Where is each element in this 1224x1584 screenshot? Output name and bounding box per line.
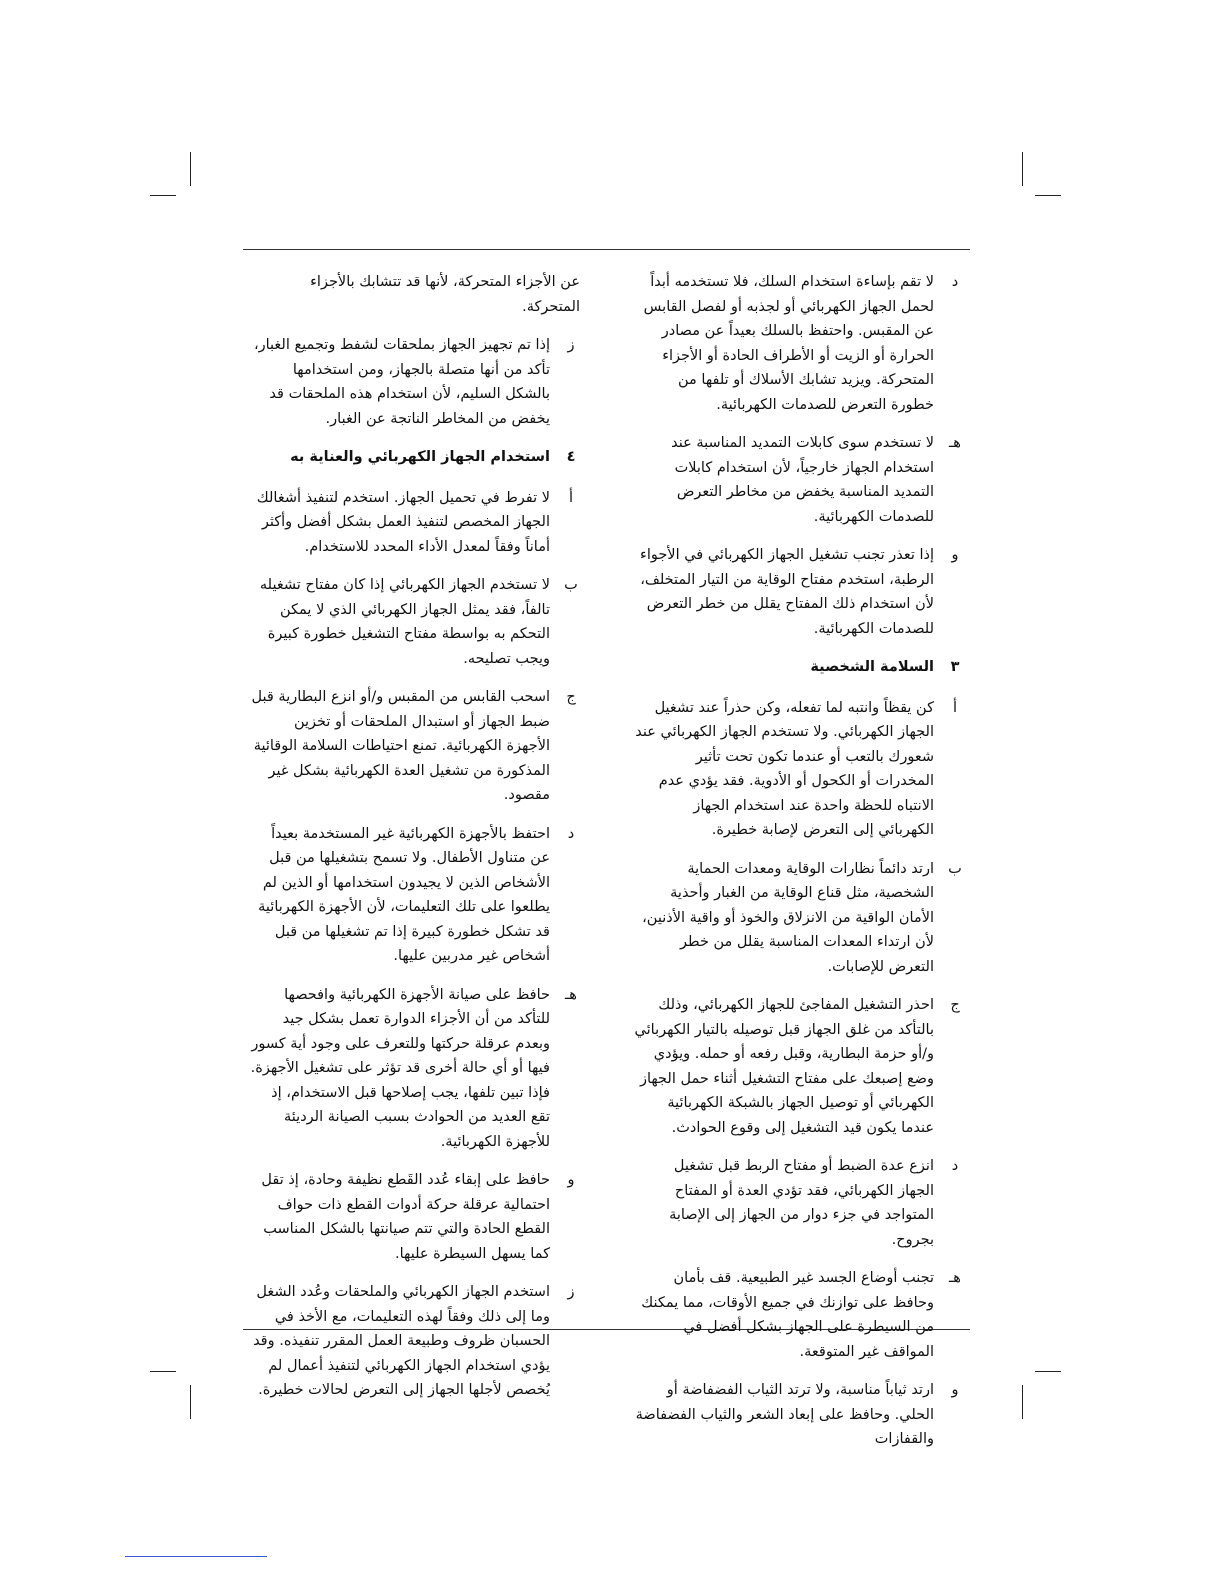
footer-blue-line [125, 1556, 267, 1557]
item-label: و [951, 547, 959, 563]
crop-mark-top-right-horizontal [1035, 195, 1061, 196]
item-text: انزع عدة الضبط أو مفتاح الربط قبل تشغيل الجهاز الكهربائي، فقد تؤدي العدة أو المفتاح المتواجد في جزء دوار من الجهاز إلى الإصابة بجروح. [669, 1158, 934, 1248]
item-label: د [567, 825, 575, 842]
list-item [634, 1378, 964, 1452]
right-column [634, 270, 964, 1466]
list-item [634, 696, 964, 843]
list-item [250, 486, 580, 560]
item-text: احتفظ بالأجهزة الكهربائية غير المستخدمة بعيداً عن متناول الأطفال. ولا تسمح بتشغيلها من قبل الأشخاص الذين لا يجيدون استخدامها أو الذين لم يطلعوا على تلك التعليمات، لأن الأجهزة الكهربائية قد تشكل خطورة كبيرة إذا تم تشغيلها من قبل أشخاص غير مدربين عليها. [258, 825, 550, 964]
item-label: و [951, 1382, 959, 1398]
list-item [634, 431, 964, 529]
list-item [634, 1154, 964, 1252]
item-text: ارتد ثياباً مناسبة، ولا ترتد الثياب الفضفاضة أو الحلي. وحافظ على إبعاد الشعر والثياب الفضفاضة والقفازات [635, 1382, 934, 1447]
item-text: لا تقم بإساءة استخدام السلك، فلا تستخدمه أبداً لحمل الجهاز الكهربائي أو لجذبه أو لفصل القابس عن المقبس. واحتفظ بالسلك بعيداً عن مصادر الحرارة أو الزيت أو الأطراف الحادة أو الأجزاء المتحركة. ويزيد تشابك الأسلاك أو تلفها من خطورة التعرض للصدمات الكهربائية. [643, 274, 934, 413]
item-label: ب [564, 577, 578, 593]
list-item [634, 1266, 964, 1364]
item-label: ز [567, 1284, 575, 1300]
list-item [634, 857, 964, 980]
list-item [250, 822, 580, 969]
list-item [250, 573, 580, 671]
item-text: إذا تم تجهيز الجهاز بملحقات لشفط وتجميع الغبار، تأكد من أنها متصلة بالجهاز، ومن استخدامها بالشكل السليم، لأن استخدام هذه الملحقات قد يخفض من المخاطر الناتجة عن الغبار. [253, 337, 550, 427]
list-item [634, 543, 964, 641]
item-text: تجنب أوضاع الجسد غير الطبيعية. قف بأمان وحافظ على توازنك في جميع الأوقات، مما يمكنك من السيطرة على الجهاز بشكل أفضل في المواقف غير المتوقعة. [641, 1270, 934, 1360]
item-text: احذر التشغيل المفاجئ للجهاز الكهربائي، وذلك بالتأكد من غلق الجهاز قبل توصيله بالتيار الكهربائي و/أو حزمة البطارية، وقبل رفعه أو حمله. ويؤدي وضع إصبعك على مفتاح التشغيل أثناء حمل الجهاز الكهربائي أو توصيل الجهاز بالشبكة الكهربائية عندما يكون قيد التشغيل إلى وقوع الحوادث. [634, 997, 934, 1136]
section-number: ٣ [950, 659, 960, 675]
item-label: ج [950, 997, 960, 1013]
list-item [250, 685, 580, 808]
crop-mark-bottom-right-horizontal [1035, 1371, 1061, 1372]
item-label: د [951, 274, 959, 290]
list-item [250, 1280, 580, 1403]
section-heading-personal-safety [634, 655, 964, 680]
crop-mark-top-right-vertical [1022, 152, 1023, 186]
crop-mark-top-left-vertical [190, 152, 191, 186]
item-text: كن يقظاً وانتبه لما تفعله، وكن حذراً عند تشغيل الجهاز الكهربائي. ولا تستخدم الجهاز الكهربائي عند شعورك بالتعب أو عندما تكون تحت تأثير المخدرات أو الكحول أو الأدوية. فقد يؤدي عدم الانتباه للحظة واحدة عند استخدام الجهاز الكهربائي إلى التعرض لإصابة خطيرة. [635, 699, 934, 838]
list-item [634, 270, 964, 417]
item-label: أ [952, 699, 958, 716]
item-text: اسحب القابس من المقبس و/أو انزع البطارية قبل ضبط الجهاز أو استبدال الملحقات أو تخزين الأجهزة الكهربائية. تمنع احتياطات السلامة الوقائية المذكورة من تشغيل العدة الكهربائية بشكل غير مقصود. [251, 689, 550, 803]
item-label: هـ [565, 986, 577, 1003]
item-label: د [951, 1158, 959, 1174]
item-label: و [567, 1172, 575, 1188]
section-heading-tool-use-care [250, 445, 580, 470]
item-text: استخدم الجهاز الكهربائي والملحقات وعُدد الشغل وما إلى ذلك وفقاً لهذه التعليمات، مع الأخذ في الحسبان ظروف وطبيعة العمل المقرر تنفيذه. وقد يؤدي استخدام الجهاز الكهربائي لتنفيذ أعمال لم يُخصص لأجلها الجهاز إلى التعرض لحالات خطيرة. [253, 1284, 550, 1398]
left-column [250, 270, 580, 1417]
list-item [634, 993, 964, 1140]
top-rule [243, 249, 970, 250]
item-label: هـ [949, 1270, 961, 1286]
item-text: لا تفرط في تحميل الجهاز. استخدم لتنفيذ أشغالك الجهاز المخصص لتنفيذ العمل بشكل أفضل وأكثر أماناً وفقاً لمعدل الأداء المحدد للاستخدام. [256, 489, 550, 555]
item-text: ارتد دائماً نظارات الوقاية ومعدات الحماية الشخصية، مثل قناع الوقاية من الغبار وأحذية الأمان الواقية من الانزلاق والخوذ أو واقية الأذنين، لأن ارتداء المعدات المناسبة يقلل من خطر التعرض للإصابات. [642, 860, 934, 975]
item-label: ز [567, 337, 575, 353]
item-text: لا تستخدم الجهاز الكهربائي إذا كان مفتاح تشغيله تالفاً، فقد يمثل الجهاز الكهربائي الذي لا يمكن التحكم به بواسطة مفتاح التشغيل خطورة كبيرة ويجب تصليحه. [259, 577, 550, 667]
crop-mark-bottom-left-horizontal [150, 1371, 176, 1372]
item-text: لا تستخدم سوى كابلات التمديد المناسبة عند استخدام الجهاز خارجياً، لأن استخدام كابلات التمديد المناسبة يخفض من مخاطر التعرض للصدمات الكهربائية. [671, 435, 934, 525]
list-item [250, 333, 580, 431]
item-label: ب [948, 860, 962, 877]
crop-mark-bottom-left-vertical [190, 1385, 191, 1419]
list-item [250, 983, 580, 1155]
crop-mark-bottom-right-vertical [1022, 1385, 1023, 1419]
list-item [250, 1168, 580, 1266]
item-text: حافظ على إبقاء عُدد القَطع نظيفة وحادة، إذ تقل احتمالية عرقلة حركة أدوات القطع ذات حواف القطع الحادة والتي تتم صيانتها بالشكل المناسب كما يسهل السيطرة عليها. [261, 1172, 550, 1262]
continuation-text: عن الأجزاء المتحركة، لأنها قد تتشابك بالأجزاء المتحركة. [310, 274, 580, 315]
item-text: حافظ على صيانة الأجهزة الكهربائية وافحصها للتأكد من أن الأجزاء الدوارة تعمل بشكل جيد وبعدم عرقلة حركتها وللتعرف على وجود أية كسور فيها أو أي حالة أخرى قد تؤثر على تشغيل الأجهزة. فإذا تبين تلفها، يجب إصلاحها قبل الاستخدام، إذ تقع العديد من الحوادث بسبب الصيانة الرديئة للأجهزة الكهربائية. [250, 986, 550, 1150]
item-label: ج [566, 689, 576, 705]
crop-mark-top-left-horizontal [150, 195, 176, 196]
item-label: أ [568, 489, 574, 506]
item-text: إذا تعذر تجنب تشغيل الجهاز الكهربائي في الأجواء الرطبة، استخدم مفتاح الوقاية من التيار المتخلف، لأن استخدام ذلك المفتاح يقلل من خطر التعرض للصدمات الكهربائية. [640, 547, 934, 637]
section-title: السلامة الشخصية [810, 659, 934, 675]
item-label: هـ [949, 435, 961, 451]
section-number: ٤ [566, 449, 576, 465]
section-title: استخدام الجهاز الكهربائي والعناية به [290, 449, 550, 465]
